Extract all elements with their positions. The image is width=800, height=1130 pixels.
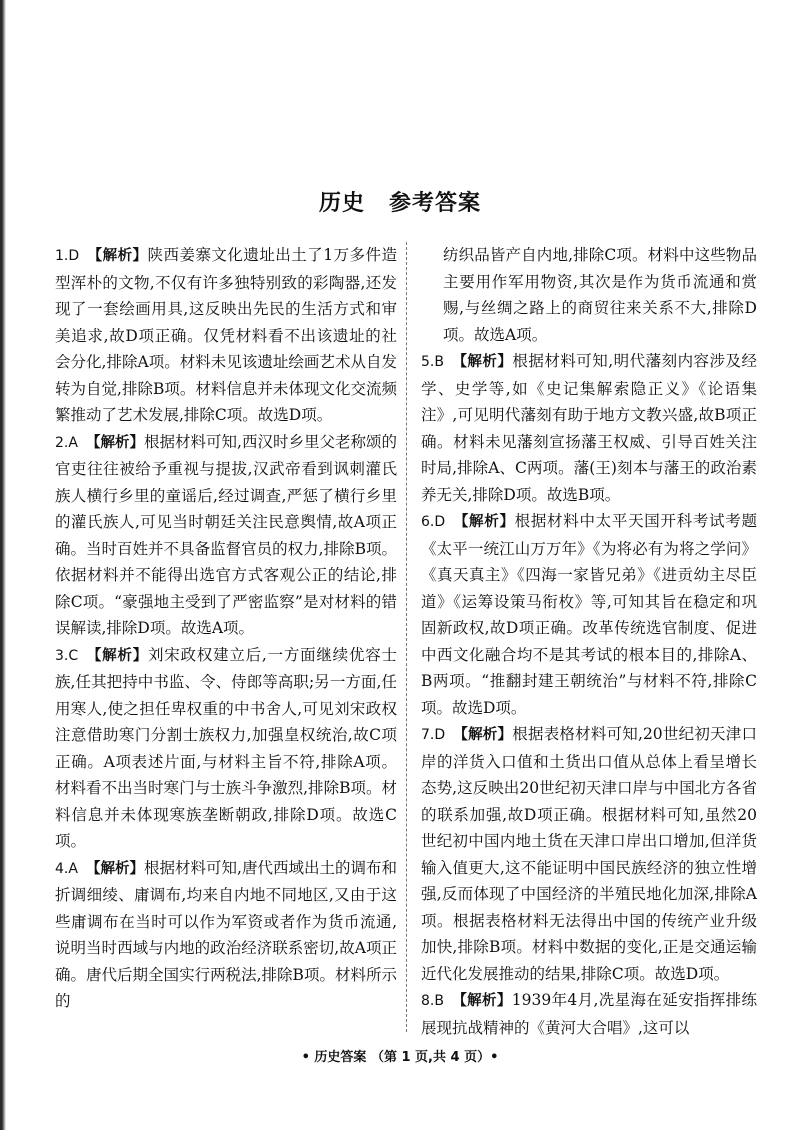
analysis-tag: 【解析】 — [85, 860, 144, 877]
analysis-tag: 【解析】 — [86, 647, 148, 664]
page-title — [0, 186, 800, 217]
analysis-text: 陕西姜寨文化遗址出土了1万多件造型浑朴的文物,不仅有许多独特别致的彩陶器,还发现了一套绘画用具,这反映出先民的生活方式和审美追求,故D项正确。仅凭材料看不出该遗址的社会分化,排除A项。材料未见该遗址绘画艺术从自发转为自觉,排除B项。材料信息并未体现文化交流频繁推动了艺术发展,排除C项。故选D项。 — [55, 246, 397, 424]
question-number: 2. — [55, 434, 69, 451]
title-label: 参考答案 — [389, 191, 482, 216]
analysis-text: 1939年4月,冼星海在延安指挥排练展现抗战精神的《黄河大合唱》,这可以 — [421, 991, 757, 1037]
analysis-tag: 【解析】 — [453, 514, 515, 530]
answer-item-2 — [55, 429, 397, 642]
analysis-tag: 【解析】 — [85, 434, 144, 451]
answer-letter: D — [434, 727, 446, 743]
title-subject: 历史 — [318, 191, 365, 216]
left-column — [55, 242, 397, 1015]
answer-item-8 — [421, 987, 757, 1041]
question-number: 8. — [421, 993, 435, 1009]
answer-item-6 — [421, 508, 757, 721]
analysis-tag: 【解析】 — [87, 248, 148, 264]
answer-letter: B — [434, 354, 444, 370]
analysis-text: 刘宋政权建立后,一方面继续优容士族,任其把持中书监、令、侍郎等高职;另一方面,任用寒人,使之担任卑权重的中书舍人,可见刘宋政权注意借助寒门分割士族权力,加强皇权统治,故C项正确。A项表述片面,与材料主旨不符,排除A项。材料看不出当时寒门与士族斗争激烈,排除B项。材料信息并未体现寒族垄断朝政,排除D项。故选C项。 — [55, 645, 397, 850]
question-number: 6. — [421, 514, 435, 530]
analysis-tag: 【解析】 — [451, 354, 513, 370]
question-number: 5. — [421, 354, 435, 370]
question-number: 7. — [421, 727, 435, 743]
answer-item-5 — [421, 348, 757, 508]
analysis-tag: 【解析】 — [453, 727, 513, 743]
analysis-text: 根据材料中太平天国开科考试考题《太平一统江山万万年》《为将必有为将之学问》《真天真主》《四海一家皆兄弟》《进贡幼主尽臣道》《运筹设策马衔枚》等,可知其旨在稳定和巩固新政权,故D项正确。改革传统选官制度、促进中西文化融合均不是其考试的根本目的,排除A、B两项。“推翻封建王朝统治”与材料不符,排除C项。故选D项。 — [421, 512, 757, 717]
question-number: 4. — [55, 860, 69, 877]
answer-item-4 — [55, 855, 397, 1015]
analysis-tag: 【解析】 — [451, 993, 512, 1009]
answer-letter: D — [68, 248, 80, 264]
right-column — [421, 242, 757, 1041]
answer-item-4-continued — [421, 242, 757, 348]
question-number: 1. — [55, 248, 69, 264]
answer-letter: A — [68, 860, 78, 877]
analysis-text: 根据材料可知,西汉时乡里父老称颂的官吏往往被给予重视与提拔,汉武帝看到讽刺灌氏族人横行乡里的童谣后,经过调查,严惩了横行乡里的灌氏族人,可见当时朝廷关注民意舆情,故A项正确。当时百姓并不具备监督官员的权力,排除B项。依据材料并不能得出选官方式客观公正的结论,排除C项。“豪强地主受到了严密监察”是对材料的错误解读,排除D项。故选A项。 — [55, 432, 397, 637]
column-divider — [406, 242, 407, 1032]
analysis-text: 根据材料可知,唐代西域出土的调布和折调细绫、庸调布,均来自内地不同地区,又由于这些庸调布在当时可以作为军资或者作为货币流通,说明当时西域与内地的政治经济联系密切,故A项正确。唐代后期全国实行两税法,排除B项。材料所示的 — [55, 858, 397, 1010]
page-left-edge-shadow — [0, 0, 6, 1130]
answer-item-7 — [421, 721, 757, 987]
page-footer: • 历史答案 （第 1 页,共 4 页）• — [301, 1050, 499, 1065]
question-number: 3. — [55, 647, 69, 664]
analysis-text: 根据表格材料可知,20世纪初天津口岸的洋货入口值和土货出口值从总体上看呈增长态势,这反映出20世纪初天津口岸与中国北方各省的联系加强,故D项正确。根据材料可知,虽然20世纪初中国内地土货在天津口岸出口增加,但洋货输入值更大,这不能证明中国民族经济的独立性增强,反而体现了中国经济的半殖民地化加深,排除A项。根据表格材料无法得出中国的传统产业升级加快,排除B项。材料中数据的变化,正是交通运输近代化发展推动的结果,排除C项。故选D项。 — [421, 725, 757, 983]
answer-letter: B — [434, 993, 444, 1009]
answer-item-1 — [55, 242, 397, 429]
analysis-text: 根据材料可知,明代藩刻内容涉及经学、史学等,如《史记集解索隐正义》《论语集注》,可见明代藩刻有助于地方文教兴盛,故B项正确。材料未见藩刻宣扬藩王权威、引导百姓关注时局,排除A、C两项。藩(王)刻本与藩王的政治素养无关,排除D项。故选B项。 — [421, 352, 757, 504]
answer-letter: A — [68, 434, 78, 451]
answer-letter: D — [434, 514, 446, 530]
analysis-text: 纺织品皆产自内地,排除C项。材料中这些物品主要用作军用物资,其次是作为货币流通和赏赐,与丝绸之路上的商贸往来关系不大,排除D项。故选A项。 — [443, 246, 757, 344]
answer-letter: C — [68, 647, 79, 664]
answer-item-3 — [55, 642, 397, 855]
